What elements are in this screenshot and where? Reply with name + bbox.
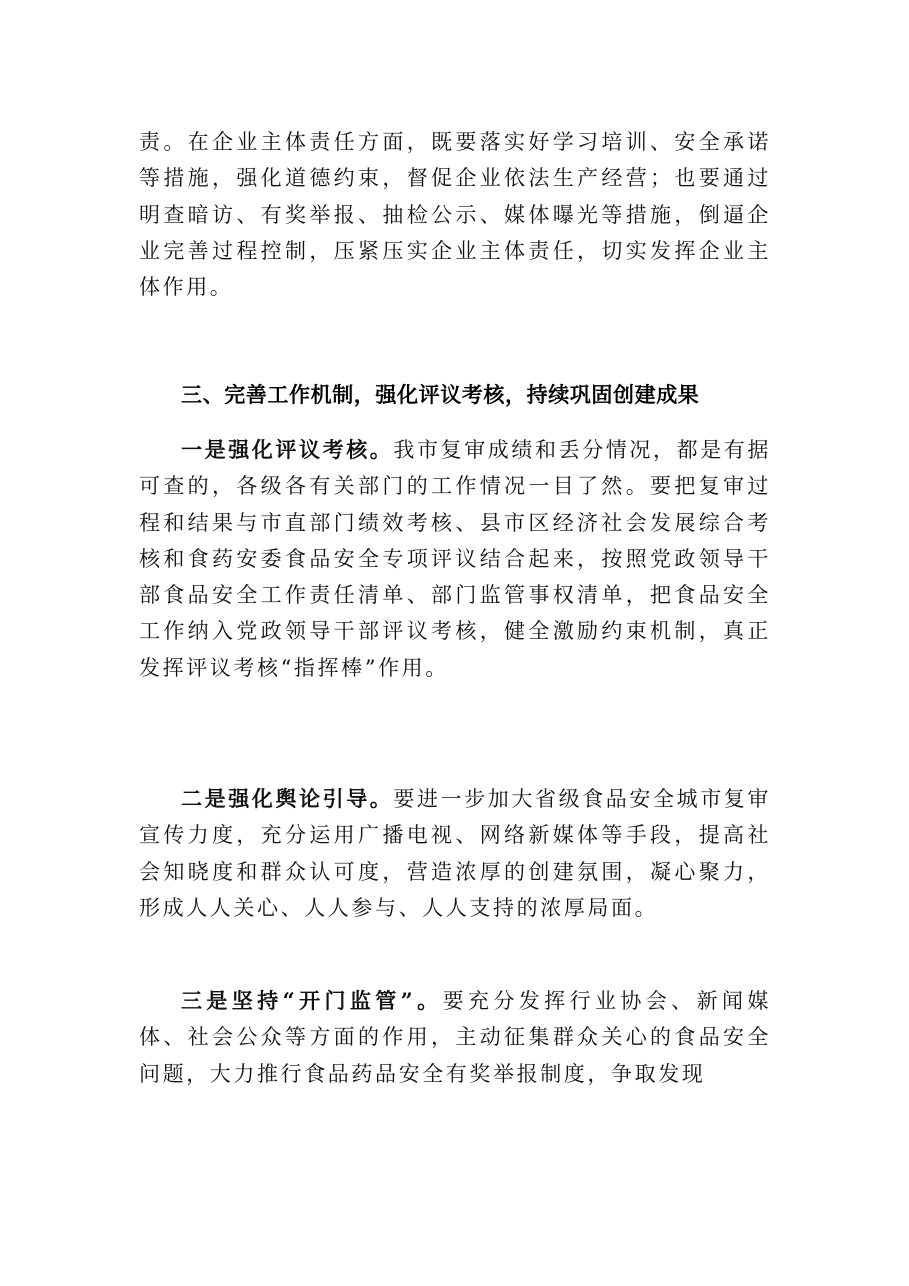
paragraph-text bbox=[139, 983, 771, 1092]
item-paragraph-3 bbox=[139, 983, 771, 1092]
item-body-1: 我市复审成绩和丢分情况，都是有据可查的，各级各有关部门的工作情况一目了然。要把复审过程和结果与市直部门绩效考核、县市区经济社会发展综合考核和食药安委食品安全专项评议结合起来，按照党政领导干部食品安全工作责任清单、部门监管事权清单，把食品安全工作纳入党政领导干部评议考核，健全激励约束机制，真正发挥评议考核“指挥棒”作用。 bbox=[139, 438, 772, 680]
item-lead-2: 二是强化舆论引导。 bbox=[181, 786, 394, 811]
paragraph-text bbox=[139, 781, 771, 926]
item-lead-1: 一是强化评议考核。 bbox=[181, 437, 394, 462]
item-body-2: 要进一步加大省级食品安全城市复审宣传力度，充分运用广播电视、网络新媒体等手段，提高社会知晓度和群众认可度，营造浓厚的创建氛围，凝心聚力，形成人人关心、人人参与、人人支持的浓厚局面。 bbox=[139, 787, 772, 920]
paragraph-text bbox=[139, 432, 771, 686]
item-lead-3: 三是坚持“开门监管”。 bbox=[181, 988, 443, 1013]
item-paragraph-2 bbox=[139, 781, 771, 926]
paragraph-continued bbox=[139, 124, 771, 305]
item-paragraph-1 bbox=[139, 432, 771, 686]
item-body-3: 要充分发挥行业协会、新闻媒体、社会公众等方面的作用，主动征集群众关心的食品安全问题，大力推行食品药品安全有奖举报制度，争取发现 bbox=[139, 989, 771, 1086]
paragraph-text: 责。在企业主体责任方面，既要落实好学习培训、安全承诺等措施，强化道德约束，督促企业依法生产经营；也要通过明查暗访、有奖举报、抽检公示、媒体曝光等措施，倒逼企业完善过程控制，压紧压实企业主体责任，切实发挥企业主体作用。 bbox=[139, 130, 771, 300]
section-heading: 三、完善工作机制，强化评议考核，持续巩固创建成果 bbox=[181, 382, 700, 407]
